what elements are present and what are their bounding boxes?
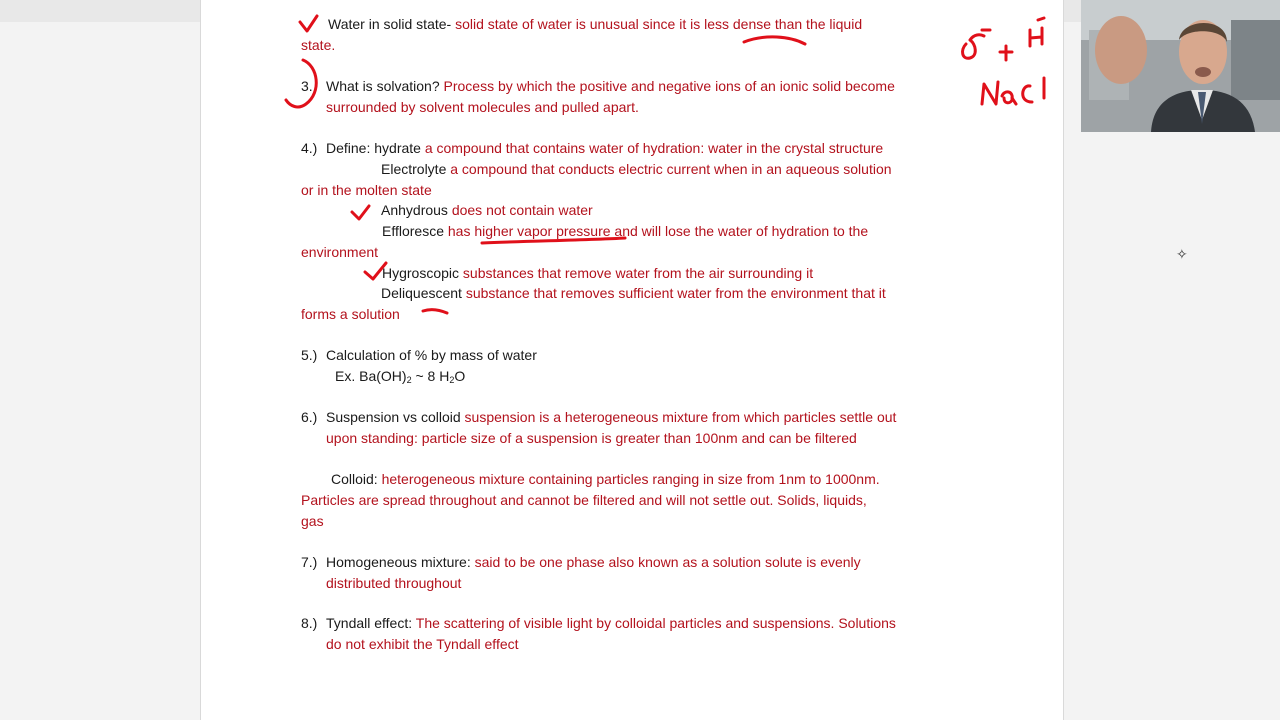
q7-number: 7.) (301, 554, 318, 570)
q3-solvation-cont: surrounded by solvent molecules and pulled apart. (326, 99, 639, 115)
q4-deliquescent: Deliquescent substance that removes sufficient water from the environment that it (381, 285, 886, 301)
webcam-overlay (1081, 0, 1280, 132)
q8-number: 8.) (301, 615, 318, 631)
q3-number: 3. (301, 78, 313, 94)
q5-percent-mass: Calculation of % by mass of water (326, 347, 537, 363)
q4-hydrate: Define: hydrate a compound that contains water of hydration: water in the crystal structure (326, 140, 884, 156)
q4-hygroscopic: Hygroscopic substances that remove water from the air surrounding it (382, 265, 814, 281)
q4-electrolyte: Electrolyte a compound that conducts electric current when in an aqueous solution (381, 161, 892, 177)
q4-anhydrous: Anhydrous does not contain water (381, 202, 593, 218)
q7-homogeneous: Homogeneous mixture: said to be one phase also known as a solution solute is evenly (326, 554, 861, 570)
q7-homogeneous-cont: distributed throughout (326, 575, 462, 591)
note-solid-state: Water in solid state- solid state of water is unusual since it is less dense than the liquid (328, 16, 863, 32)
q3-solvation: What is solvation? Process by which the positive and negative ions of an ionic solid become (326, 78, 895, 94)
q5-example: Ex. $Ba(OH)_2$ ~ 8 $H_2O$ (335, 368, 466, 385)
q6-suspension: Suspension vs colloid suspension is a heterogeneous mixture from which particles settle out (326, 409, 897, 425)
q6-colloid: Colloid: heterogeneous mixture containing particles ranging in size from 1nm to 1000nm. (331, 471, 880, 487)
q6-suspension-cont: upon standing: particle size of a suspension is greater than 100nm and can be filtered (326, 430, 857, 446)
q5-number: 5.) (301, 347, 318, 363)
q4-effloresce: Effloresce has higher vapor pressure and will lose the water of hydration to the (382, 223, 869, 239)
q8-tyndall: Tyndall effect: The scattering of visible light by colloidal particles and suspensions. Solutions (326, 615, 896, 631)
q4-effloresce-cont: environment (301, 244, 379, 260)
q6-number: 6.) (301, 409, 318, 425)
q4-number: 4.) (301, 140, 318, 156)
presenter-video-icon (1081, 0, 1280, 132)
q8-tyndall-cont: do not exhibit the Tyndall effect (326, 636, 519, 652)
q4-electrolyte-cont: or in the molten state (301, 182, 432, 198)
note-solid-state-cont: state. (301, 37, 336, 53)
q6-colloid-cont: Particles are spread throughout and cannot be filtered and will not settle out. Solids, liquids, (301, 492, 867, 508)
crosshair-cursor-icon: ✧ (1176, 246, 1188, 262)
q6-colloid-cont2: gas (301, 513, 324, 529)
q4-deliquescent-cont: forms a solution (301, 306, 400, 322)
